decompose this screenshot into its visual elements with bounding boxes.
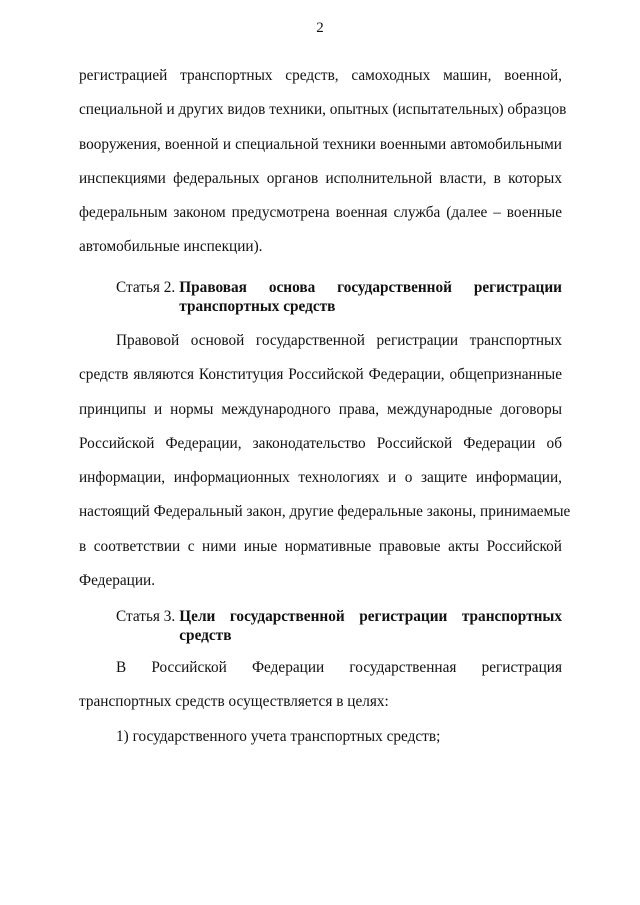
article-title-line: средств [179,627,232,644]
article-label: Статья 2. [116,279,176,296]
text-line: в соответствии с ними иные нормативные правовые акты Российской [79,537,562,555]
paragraph-legal-basis [79,331,571,605]
text-line: специальной и других видов техники, опытных (испытательных) образцов [79,101,567,119]
article-title-line: Правовая основа государственной регистрации [179,279,562,296]
text-line: автомобильные инспекции). [79,238,263,256]
paragraph-continuation [79,66,567,272]
text-line: В Российской Федерации государственная регистрация [116,659,562,676]
article-3-heading [116,607,562,645]
text-line: средств являются Конституция Российской Федерации, общепризнанные [79,366,562,384]
text-line: инспекциями федеральных органов исполнительной власти, в которых [79,169,562,187]
list-item [79,727,562,761]
article-title [179,278,562,316]
article-title [179,607,562,645]
article-title-line: Цели государственной регистрации транспортных [179,608,562,625]
article-2-heading [116,278,562,316]
text-line: 1) государственного учета транспортных средств; [116,728,441,745]
text-line: Российской Федерации, законодательство Российской Федерации об [79,434,562,452]
article-label: Статья 3. [116,608,176,625]
text-line: регистрацией транспортных средств, самоходных машин, военной, [79,67,562,84]
paragraph-purposes [79,658,562,727]
text-line: транспортных средств осуществляется в целях: [79,693,389,711]
article-title-line: транспортных средств [179,298,336,315]
text-line: Правовой основой государственной регистрации транспортных [116,332,562,349]
text-line: федеральным законом предусмотрена военная служба (далее – военные [79,204,562,222]
text-line: принципы и нормы международного права, международные договоры [79,400,562,418]
text-line: настоящий Федеральный закон, другие федеральные законы, принимаемые [79,503,571,521]
page-number: 2 [316,20,324,36]
text-line: Федерации. [79,572,156,590]
text-line: информации, информационных технологиях и о защите информации, [79,469,562,487]
text-line: вооружения, военной и специальной техники военными автомобильными [79,135,562,153]
